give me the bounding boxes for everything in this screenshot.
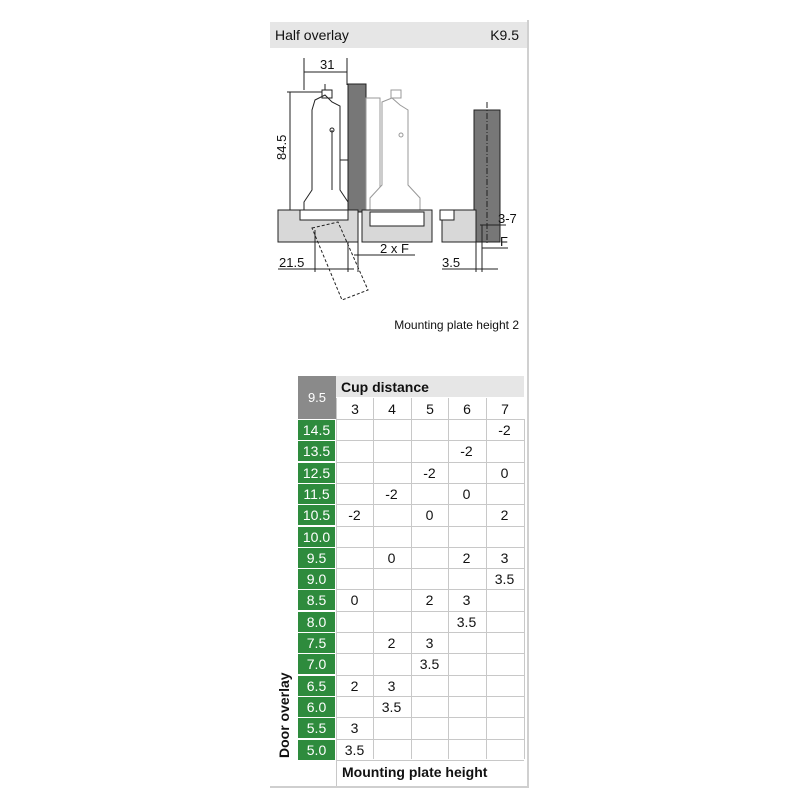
dim-21-5-label: 21.5 — [279, 255, 305, 270]
dim-31-label: 31 — [320, 57, 335, 72]
table-cell — [486, 697, 523, 717]
table-cell: 0 — [462, 485, 471, 502]
bottom-divider — [270, 786, 529, 788]
hinge-arm — [304, 95, 348, 215]
table-cell — [336, 633, 373, 653]
table-cell — [448, 505, 485, 525]
door-panel — [348, 84, 366, 212]
table-cell — [373, 463, 410, 483]
detail-plate — [440, 210, 454, 220]
table-cell — [486, 676, 523, 696]
table-cell — [448, 718, 485, 738]
table-cell: 2 — [425, 592, 434, 609]
door-overlay-value: 10.5 — [298, 505, 335, 525]
header-bar — [270, 22, 527, 48]
header-title: Half overlay — [275, 27, 349, 43]
door-overlay-value: 6.5 — [298, 676, 335, 696]
table-cell — [486, 740, 523, 760]
table-cell — [486, 718, 523, 738]
table-cell — [486, 527, 523, 547]
table-cell: 0 — [387, 549, 396, 566]
door-overlay-value: 14.5 — [298, 420, 335, 440]
mounting-plate-height-label: Mounting plate height — [336, 759, 524, 786]
table-cell: -2 — [423, 464, 436, 481]
column-divider — [448, 419, 449, 759]
door-overlay-value: 7.5 — [298, 633, 335, 653]
table-cell — [411, 420, 448, 440]
table-cell — [336, 612, 373, 632]
drawing-caption: Mounting plate height 2 — [394, 318, 519, 332]
table-cell — [373, 420, 410, 440]
table-cell — [373, 654, 410, 674]
table-cell — [411, 718, 448, 738]
table-cell — [336, 420, 373, 440]
table-cell — [373, 740, 410, 760]
table-cell — [373, 718, 410, 738]
table-cell: 3 — [500, 549, 509, 566]
table-cell — [411, 484, 448, 504]
col-header: 6 — [448, 398, 485, 419]
table-cell: -2 — [498, 422, 511, 438]
ghost-mounting-plate — [370, 212, 424, 226]
door-overlay-value: 9.5 — [298, 548, 335, 568]
door-overlay-value: 5.5 — [298, 718, 335, 738]
right-divider — [527, 20, 529, 788]
table-cell — [448, 420, 485, 440]
table-cell — [448, 463, 485, 483]
table-cell — [411, 740, 448, 760]
table-cell: 3 — [425, 635, 434, 651]
table-cell — [411, 441, 448, 461]
table-cell — [373, 441, 410, 461]
column-divider — [524, 419, 525, 759]
door-overlay-value: 13.5 — [298, 441, 335, 461]
door-overlay-value: 9.0 — [298, 569, 335, 589]
door-overlay-value: 8.0 — [298, 612, 335, 632]
table-corner: 9.5 — [298, 376, 336, 419]
table-cell — [411, 548, 448, 568]
table-cell — [448, 697, 485, 717]
table-cell — [448, 527, 485, 547]
table-cell — [486, 484, 523, 504]
door-overlay-value: 12.5 — [298, 463, 335, 483]
table-cell: 0 — [500, 464, 509, 481]
table-cell — [373, 569, 410, 589]
table-cell: -2 — [348, 507, 361, 524]
table-cell — [373, 590, 410, 610]
dim-3-7-label: 3-7 — [498, 211, 517, 226]
table-cell — [486, 633, 523, 653]
table-cell — [336, 463, 373, 483]
table-cell: 2 — [387, 635, 396, 651]
table-cell: 0 — [425, 507, 434, 524]
table-cell: 3.5 — [494, 571, 515, 588]
column-divider — [411, 419, 412, 759]
table-cell — [336, 654, 373, 674]
dim-84-5-label: 84.5 — [274, 134, 289, 160]
table-cell — [486, 441, 523, 461]
table-cell: -2 — [460, 443, 473, 460]
table-cell: 3 — [350, 720, 359, 737]
table-cell: 2 — [500, 507, 509, 524]
mounting-plate — [300, 210, 348, 220]
ghost-hinge-pivot — [399, 133, 403, 137]
table-cell — [336, 697, 373, 717]
col-header: 7 — [486, 398, 523, 419]
table-cell: 3.5 — [344, 741, 365, 758]
door-overlay-value: 5.0 — [298, 740, 335, 760]
dim-f-label: F — [500, 234, 508, 249]
dim-3-5-label: 3.5 — [442, 255, 461, 270]
table-cell — [411, 612, 448, 632]
table-cell — [411, 697, 448, 717]
door-overlay-value: 6.0 — [298, 697, 335, 717]
table-cell — [411, 569, 448, 589]
table-cell: 3.5 — [381, 698, 402, 715]
header-code: K9.5 — [490, 27, 519, 43]
table-cell — [448, 740, 485, 760]
table-cell — [411, 527, 448, 547]
table-cell — [486, 654, 523, 674]
table-cell — [448, 654, 485, 674]
table-cell — [336, 484, 373, 504]
table-cell — [336, 569, 373, 589]
table-cell — [336, 527, 373, 547]
table-cell: 2 — [350, 677, 359, 694]
table-cell: 0 — [350, 592, 359, 609]
table-cell — [448, 633, 485, 653]
table-cell — [336, 548, 373, 568]
table-cell — [486, 590, 523, 610]
table-cell: -2 — [385, 485, 398, 502]
door-overlay-value: 8.5 — [298, 590, 335, 610]
col-header: 3 — [336, 398, 373, 419]
table-cell — [373, 505, 410, 525]
table-cell — [373, 612, 410, 632]
table-cell: 2 — [462, 549, 471, 566]
table-cell — [448, 569, 485, 589]
dim-2xf-label: 2 x F — [380, 241, 409, 256]
col-header: 4 — [373, 398, 410, 419]
col-header: 5 — [411, 398, 448, 419]
table-cell — [486, 612, 523, 632]
table-cell — [336, 441, 373, 461]
column-divider — [336, 419, 337, 759]
table-cell: 3 — [387, 677, 396, 694]
table-cell — [448, 676, 485, 696]
table-cell: 3.5 — [456, 613, 477, 630]
table-cell — [373, 527, 410, 547]
table-cell: 3.5 — [419, 656, 440, 673]
column-divider — [486, 419, 487, 759]
column-divider — [373, 419, 374, 759]
ghost-hinge-screw — [391, 90, 401, 98]
row-divider — [336, 419, 524, 420]
door-overlay-axis-label: Door overlay — [276, 672, 292, 758]
hinge-technical-drawing — [270, 50, 527, 312]
table-cell: 3 — [462, 592, 471, 609]
door-overlay-value: 11.5 — [298, 484, 335, 504]
cup-distance-title: Cup distance — [336, 376, 524, 397]
table-cell — [411, 676, 448, 696]
door-overlay-value: 10.0 — [298, 527, 335, 547]
door-overlay-value: 7.0 — [298, 654, 335, 674]
